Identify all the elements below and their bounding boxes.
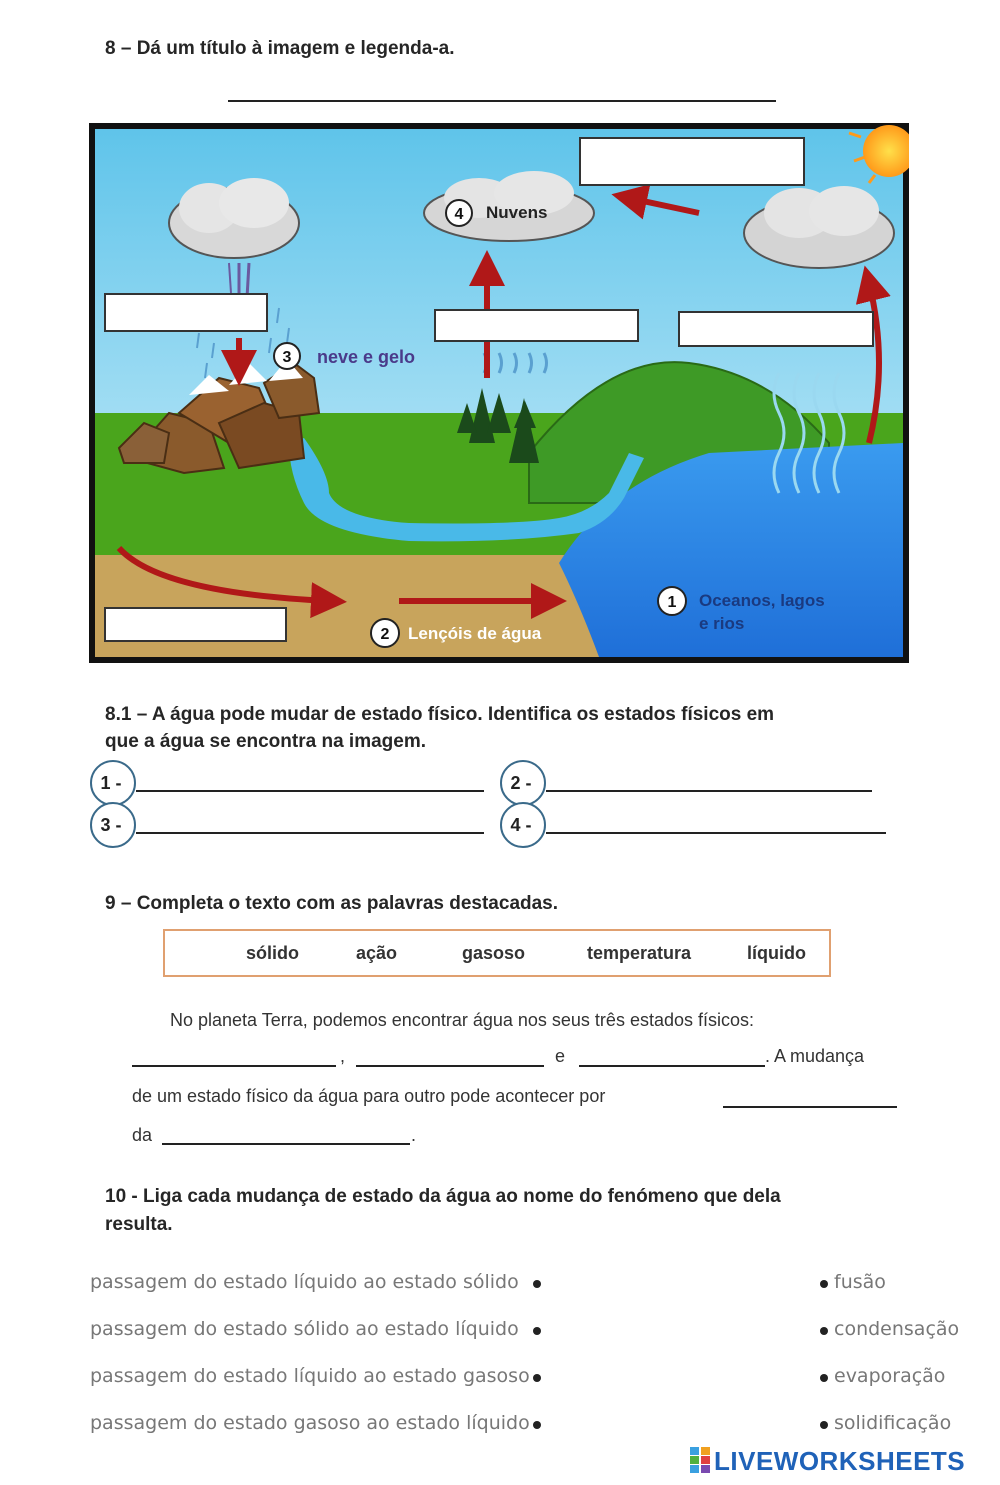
match-left-dot-1[interactable]: [533, 1280, 541, 1288]
q9-title: 9 – Completa o texto com as palavras destacadas.: [105, 893, 559, 914]
q9-para-line4: da: [132, 1125, 153, 1145]
q81-line2: que a água se encontra na imagem.: [105, 731, 426, 752]
q81-line1: 8.1 – A água pode mudar de estado físico. Identifica os estados físicos em: [105, 704, 775, 725]
diagram-blank-precipitation[interactable]: [104, 293, 268, 332]
state-label-3: 3 -: [90, 802, 136, 848]
label-num-1: 1: [667, 594, 677, 611]
q9-para-line1: No planeta Terra, podemos encontrar água nos seus três estados físicos:: [170, 1010, 754, 1030]
state-answer-1[interactable]: [136, 790, 484, 792]
match-left-1: passagem do estado líquido ao estado sólido: [90, 1271, 519, 1293]
word-liquido: líquido: [747, 943, 806, 963]
q9-blank-5[interactable]: [162, 1143, 410, 1145]
title-answer-line[interactable]: [228, 100, 776, 102]
match-right-1: fusão: [834, 1271, 886, 1293]
word-temperatura: temperatura: [587, 943, 692, 963]
word-solido: sólido: [246, 943, 299, 963]
state-answer-4[interactable]: [546, 832, 886, 834]
label-num-2: 2: [380, 626, 390, 643]
match-right-3: evaporação: [834, 1365, 946, 1387]
match-right-4: solidificação: [834, 1412, 952, 1434]
q9-blank-3[interactable]: [579, 1065, 765, 1067]
diagram-blank-evaporation[interactable]: [678, 311, 874, 347]
match-right-dot-4[interactable]: [820, 1421, 828, 1429]
label-neve-gelo: neve e gelo: [317, 347, 416, 367]
liveworksheets-brand: LIVEWORKSHEETS: [714, 1446, 966, 1476]
q9-and: e: [555, 1046, 566, 1066]
match-left-2: passagem do estado sólido ao estado líquido: [90, 1318, 519, 1340]
water-cycle-illustration: [89, 123, 909, 663]
state-label-4: 4 -: [500, 802, 546, 848]
match-left-3: passagem do estado líquido ao estado gasoso: [90, 1365, 530, 1387]
diagram-blank-runoff[interactable]: [104, 607, 287, 642]
water-cycle-diagram: [89, 123, 909, 663]
match-right-dot-3[interactable]: [820, 1374, 828, 1382]
q9-para-line2: . A mudança: [765, 1046, 865, 1066]
q9-blank-4[interactable]: [723, 1106, 897, 1108]
label-num-3: 3: [282, 349, 292, 366]
q9-period: .: [411, 1125, 417, 1145]
word-gasoso: gasoso: [462, 943, 526, 963]
label-num-4: 4: [454, 206, 464, 223]
diagram-blank-evapotranspiration[interactable]: [434, 309, 639, 342]
q9-comma: ,: [340, 1046, 346, 1066]
state-answer-3[interactable]: [136, 832, 484, 834]
state-label-2: 2 -: [500, 760, 546, 806]
match-left-dot-2[interactable]: [533, 1327, 541, 1335]
q9-blank-2[interactable]: [356, 1065, 544, 1067]
label-oceanos-1: Oceanos, lagos: [699, 591, 825, 610]
q9-para-line3: de um estado físico da água para outro pode acontecer por: [132, 1086, 606, 1106]
label-oceanos-2: e rios: [699, 614, 745, 633]
label-nuvens: Nuvens: [486, 203, 548, 222]
match-right-dot-1[interactable]: [820, 1280, 828, 1288]
match-left-4: passagem do estado gasoso ao estado líquido: [90, 1412, 530, 1434]
q10-line2: resulta.: [105, 1214, 173, 1235]
liveworksheets-logo-icon: [690, 1447, 710, 1473]
word-acao: ação: [356, 943, 398, 963]
q8-title: 8 – Dá um título à imagem e legenda-a.: [105, 38, 455, 59]
state-label-1: 1 -: [90, 760, 136, 806]
q10-line1: 10 - Liga cada mudança de estado da água ao nome do fenómeno que dela: [105, 1186, 781, 1207]
match-right-2: condensação: [834, 1318, 960, 1340]
q9-blank-1[interactable]: [132, 1065, 336, 1067]
match-left-dot-3[interactable]: [533, 1374, 541, 1382]
state-answer-2[interactable]: [546, 790, 872, 792]
match-left-dot-4[interactable]: [533, 1421, 541, 1429]
label-lencois: Lençóis de água: [408, 624, 542, 643]
match-right-dot-2[interactable]: [820, 1327, 828, 1335]
diagram-blank-condensation[interactable]: [579, 137, 805, 186]
